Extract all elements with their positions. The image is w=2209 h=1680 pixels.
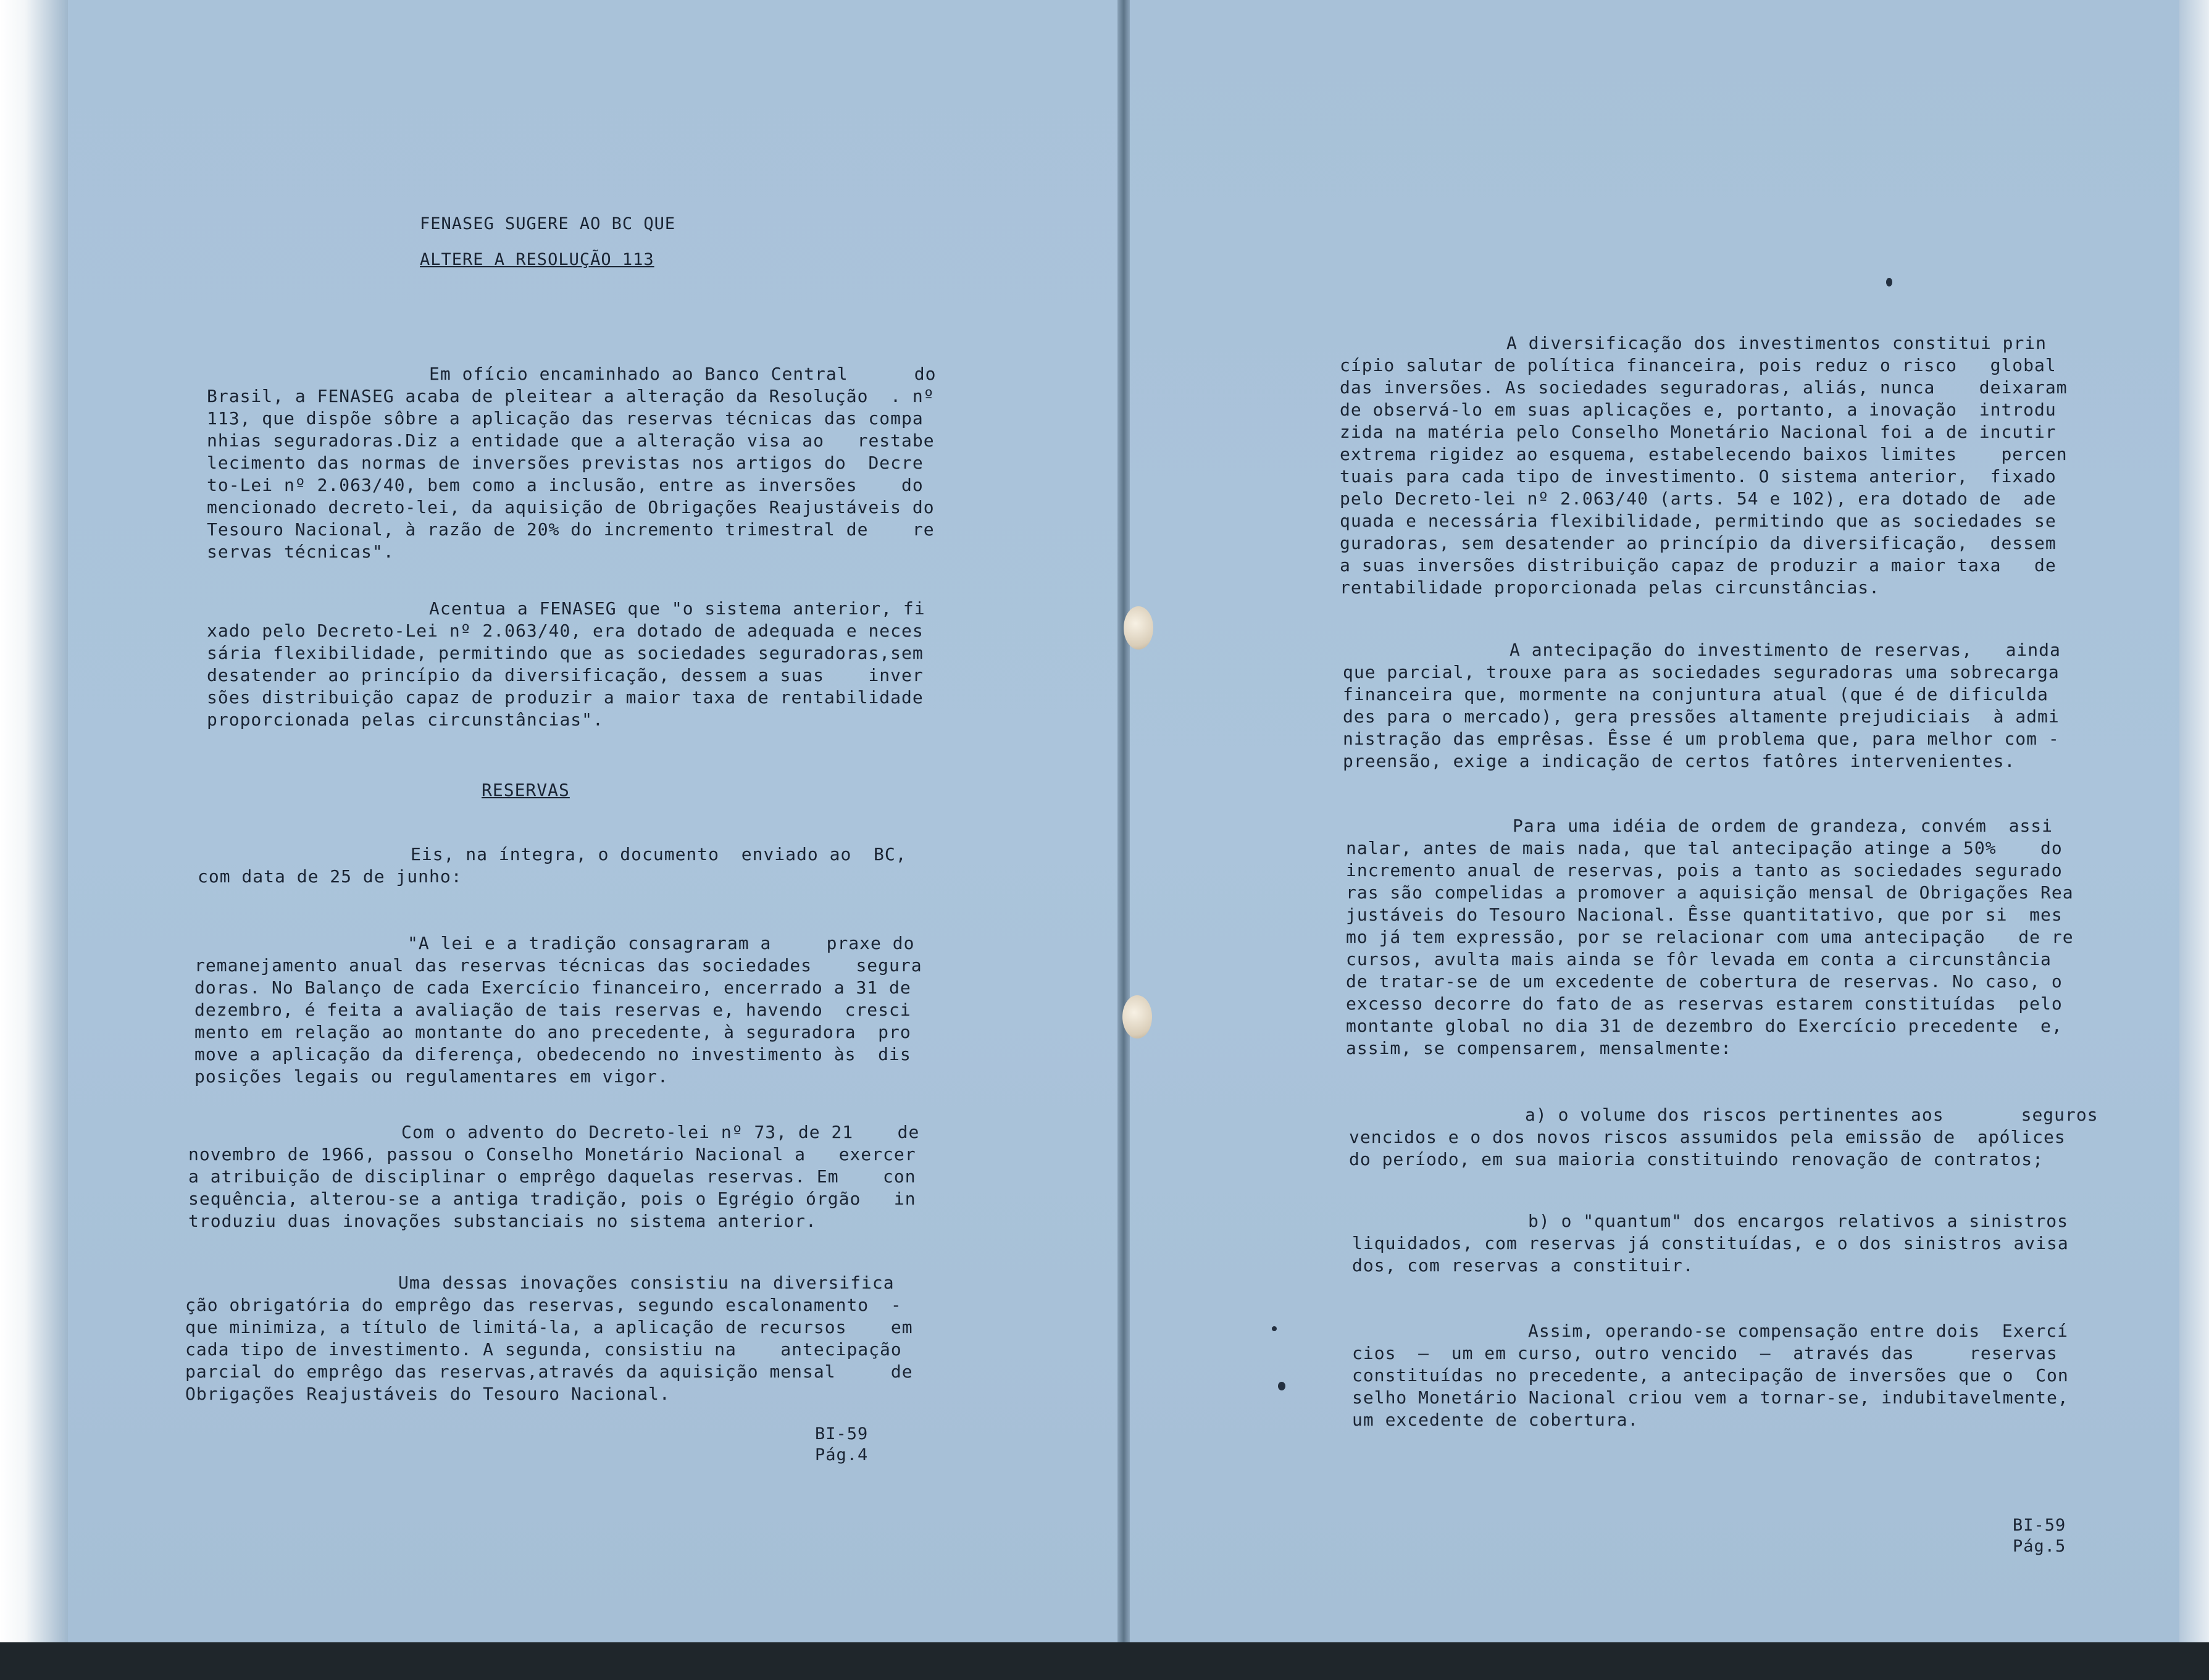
ink-speck — [1272, 1326, 1277, 1331]
text-line: zida na matéria pelo Conselho Monetário Nacional foi a de incutir — [1340, 422, 2057, 442]
title-line-1: FENASEG SUGERE AO BC QUE — [420, 214, 676, 233]
book-gutter — [1117, 0, 1130, 1642]
text-line: servas técnicas". — [207, 541, 395, 562]
ink-speck — [1278, 1382, 1285, 1390]
text-line: proporcionada pelas circunstâncias". — [207, 709, 604, 730]
right-page-edge — [2179, 0, 2209, 1642]
text-line: Assim, operando-se compensação entre dois Exercí — [1528, 1321, 2069, 1341]
text-line: financeira que, mormente na conjuntura atual (que é de dificulda — [1343, 684, 2048, 704]
text-line: remanejamento anual das reservas técnicas das sociedades segura — [194, 955, 922, 976]
left-paragraph-4 — [194, 932, 922, 1088]
left-page — [68, 0, 1117, 1642]
text-line: cada tipo de investimento. A segunda, consistiu na antecipação — [185, 1339, 902, 1360]
text-line: a suas inversões distribuição capaz de produzir a maior taxa de — [1340, 555, 2057, 575]
text-line: "A lei e a tradição consagraram a praxe do — [407, 933, 915, 953]
text-line: ras são compelidas a promover a aquisição mensal de Obrigações Rea — [1346, 882, 2074, 903]
text-line: a atribuição de disciplinar o emprêgo daquelas reservas. Em con — [188, 1166, 916, 1187]
text-line: das inversões. As sociedades seguradoras, aliás, nunca deixaram — [1340, 377, 2068, 398]
text-line: dos, com reservas a constituir. — [1352, 1255, 1694, 1276]
text-line: 113, que dispõe sôbre a aplicação das reservas técnicas das compa — [207, 408, 924, 428]
text-line: cios — um em curso, outro vencido — através das reservas — [1352, 1343, 2058, 1363]
left-paragraph-3 — [198, 843, 907, 888]
text-line: Eis, na íntegra, o documento enviado ao BC, — [411, 844, 907, 864]
text-line: quada e necessária flexibilidade, permitindo que as sociedades se — [1340, 511, 2057, 531]
text-line: A diversificação dos investimentos constitui prin — [1506, 333, 2047, 353]
scan-bottom-edge — [0, 1642, 2209, 1680]
text-line: assim, se compensarem, mensalmente: — [1346, 1038, 1732, 1058]
text-line: sária flexibilidade, permitindo que as sociedades seguradoras,sem — [207, 643, 924, 663]
text-line: to-Lei nº 2.063/40, bem como a inclusão, entre as inversões do — [207, 475, 924, 495]
text-line: des para o mercado), gera pressões altamente prejudiciais à admi — [1343, 706, 2060, 727]
left-paragraph-6 — [185, 1272, 913, 1405]
text-line: do período, em sua maioria constituindo renovação de contratos; — [1349, 1149, 2044, 1169]
left-margin-strip — [0, 0, 68, 1642]
text-line: justáveis do Tesouro Nacional. Êsse quantitativo, que por si mes — [1346, 905, 2063, 925]
text-line: nalar, antes de mais nada, que tal antecipação atinge a 50% do — [1346, 838, 2063, 858]
text-line: Obrigações Reajustáveis do Tesouro Nacional. — [185, 1384, 670, 1404]
left-paragraph-1 — [207, 363, 936, 563]
binding-hole-upper — [1124, 606, 1153, 650]
text-line: Brasil, a FENASEG acaba de pleitear a alteração da Resolução . nº — [207, 386, 935, 406]
text-line: a) o volume dos riscos pertinentes aos seguros — [1525, 1105, 2098, 1125]
text-line: um excedente de cobertura. — [1352, 1410, 1639, 1430]
right-item-b — [1352, 1210, 2069, 1277]
text-line: dezembro, é feita a avaliação de tais reservas e, havendo cresci — [194, 1000, 911, 1020]
text-line: Em ofício encaminhado ao Banco Central do — [429, 364, 937, 384]
text-line: move a aplicação da diferença, obedecendo no investimento às dis — [194, 1044, 911, 1064]
text-line: mento em relação ao montante do ano precedente, à seguradora pro — [194, 1022, 911, 1042]
folio-page: Pág.4 — [815, 1445, 869, 1465]
title-line-2: ALTERE A RESOLUÇÃO 113 — [420, 250, 654, 269]
right-paragraph-1 — [1340, 332, 2068, 599]
page-folio-left — [815, 1424, 868, 1466]
text-line: troduziu duas inovações substanciais no sistema anterior. — [188, 1211, 817, 1231]
text-line: rentabilidade proporcionada pelas circunstâncias. — [1340, 577, 1881, 598]
text-line: posições legais ou regulamentares em vigor. — [194, 1066, 669, 1087]
text-line: que minimiza, a título de limitá-la, a aplicação de recursos em — [185, 1317, 913, 1337]
text-line: lecimento das normas de inversões previstas nos artigos do Decre — [207, 453, 924, 473]
text-line: liquidados, com reservas já constituídas, e o dos sinistros avisa — [1352, 1233, 2069, 1253]
text-line: parcial do emprêgo das reservas,através da aquisição mensal de — [185, 1361, 913, 1382]
text-line: doras. No Balanço de cada Exercício financeiro, encerrado a 31 de — [194, 977, 911, 998]
text-line: guradoras, sem desatender ao princípio da diversificação, dessem — [1340, 533, 2057, 553]
text-line: Com o advento do Decreto-lei nº 73, de 21 de — [401, 1122, 920, 1142]
ink-speck — [1886, 278, 1892, 286]
text-line: preensão, exige a indicação de certos fatôres intervenientes. — [1343, 751, 2016, 771]
text-line: desatender ao princípio da diversificação, dessem a suas inver — [207, 665, 924, 685]
text-line: ção obrigatória do emprêgo das reservas, segundo escalonamento - — [185, 1295, 902, 1315]
binding-hole-lower — [1122, 995, 1152, 1039]
left-paragraph-2 — [207, 598, 925, 731]
right-paragraph-6 — [1352, 1320, 2069, 1431]
text-line: selho Monetário Nacional criou vem a tornar-se, indubitavelmente, — [1352, 1387, 2069, 1408]
text-line: Para uma idéia de ordem de grandeza, convém assi — [1513, 816, 2053, 836]
right-page — [1130, 0, 2179, 1642]
text-line: com data de 25 de junho: — [198, 866, 462, 887]
left-paragraph-5 — [188, 1121, 919, 1232]
text-line: vencidos e o dos novos riscos assumidos pela emissão de apólices — [1349, 1127, 2066, 1147]
section-heading: RESERVAS — [482, 780, 570, 800]
text-line: cípio salutar de política financeira, pois reduz o risco global — [1340, 355, 2057, 375]
right-paragraph-2 — [1343, 639, 2061, 772]
folio-page: Pág.5 — [2013, 1537, 2066, 1556]
text-line: de observá-lo em suas aplicações e, portanto, a inovação introdu — [1340, 399, 2057, 420]
text-line: que parcial, trouxe para as sociedades seguradoras uma sobrecarga — [1343, 662, 2060, 682]
right-paragraph-3 — [1346, 815, 2074, 1059]
text-line: tuais para cada tipo de investimento. O sistema anterior, fixado — [1340, 466, 2057, 487]
text-line: cursos, avulta mais ainda se fôr levada em conta a circunstância — [1346, 949, 2052, 969]
text-line: Acentua a FENASEG que "o sistema anterior, fi — [429, 598, 925, 619]
text-line: Tesouro Nacional, à razão de 20% do incremento trimestral de re — [207, 519, 935, 540]
text-line: sões distribuição capaz de produzir a maior taxa de rentabilidade — [207, 687, 924, 708]
text-line: incremento anual de reservas, pois a tanto as sociedades segurado — [1346, 860, 2063, 880]
folio-code: BI-59 — [815, 1424, 869, 1444]
text-line: mencionado decreto-lei, da aquisição de Obrigações Reajustáveis do — [207, 497, 935, 517]
text-line: nhias seguradoras.Diz a entidade que a alteração visa ao restabe — [207, 430, 935, 451]
text-line: b) o "quantum" dos encargos relativos a sinistros — [1528, 1211, 2069, 1231]
text-line: mo já tem expressão, por se relacionar com uma antecipação de re — [1346, 927, 2074, 947]
text-line: Uma dessas inovações consistiu na diversifica — [398, 1273, 895, 1293]
right-item-a — [1349, 1104, 2098, 1171]
text-line: montante global no dia 31 de dezembro do Exercício precedente e, — [1346, 1016, 2063, 1036]
text-line: de tratar-se de um excedente de cobertura de reservas. No caso, o — [1346, 971, 2063, 992]
text-line: constituídas no precedente, a antecipação de inversões que o Con — [1352, 1365, 2069, 1385]
text-line: pelo Decreto-lei nº 2.063/40 (arts. 54 e 102), era dotado de ade — [1340, 488, 2057, 509]
text-line: sequência, alterou-se a antiga tradição, pois o Egrégio órgão in — [188, 1189, 916, 1209]
folio-code: BI-59 — [2013, 1516, 2066, 1535]
text-line: xado pelo Decreto-Lei nº 2.063/40, era dotado de adequada e neces — [207, 621, 924, 641]
text-line: novembro de 1966, passou o Conselho Monetário Nacional a exercer — [188, 1144, 916, 1164]
text-line: extrema rigidez ao esquema, estabelecendo baixos limites percen — [1340, 444, 2068, 464]
text-line: excesso decorre do fato de as reservas estarem constituídas pelo — [1346, 993, 2063, 1014]
text-line: A antecipação do investimento de reservas, ainda — [1510, 640, 2061, 660]
text-line: nistração das emprêsas. Êsse é um problema que, para melhor com - — [1343, 729, 2060, 749]
page-folio-right — [2013, 1515, 2066, 1557]
